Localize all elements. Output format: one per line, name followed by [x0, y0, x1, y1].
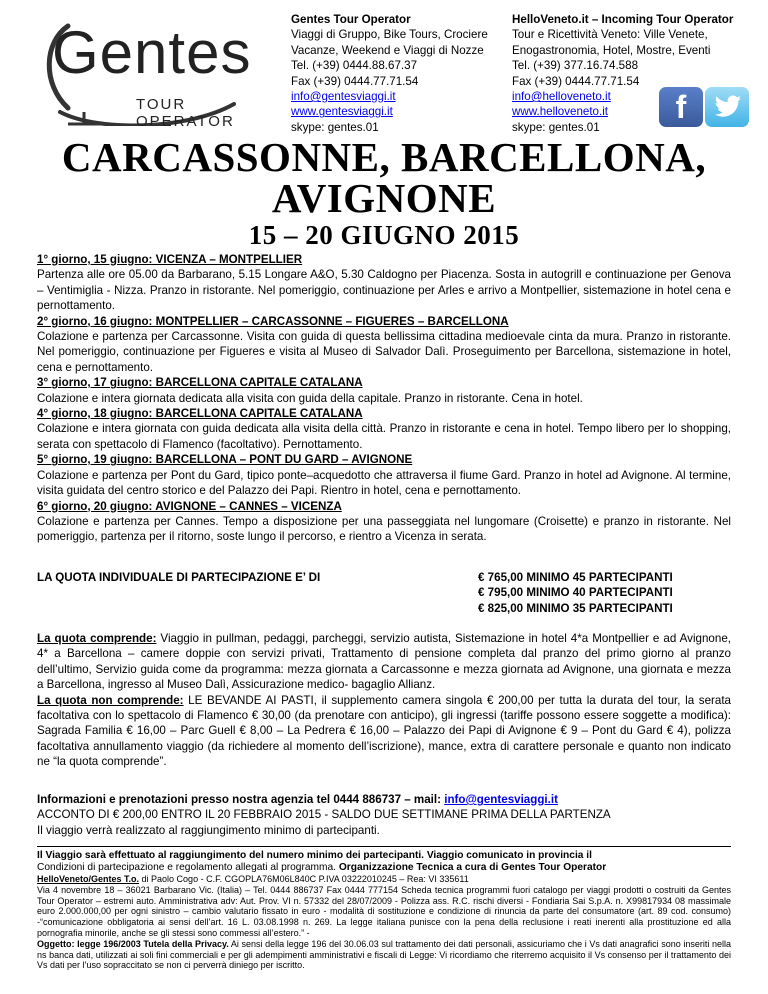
phone: Tel. (+39) 0444.88.67.37 — [291, 59, 418, 73]
price-option: € 765,00 MINIMO 45 PARTECIPANTI — [478, 571, 673, 584]
twitter-icon[interactable] — [705, 87, 749, 127]
day-text: Partenza alle ore 05.00 da Barbarano, 5.15 Longare A&O, 5.30 Caldogno per Piacenza. Sosta in autogrill e continuazione per Genova – Ventimiglia - Nizza. Pranzo in ristorante. Nel pomeriggio, continuazione per Arles e arrivo a Montpellier, sistemazione in hotel cena e pernottamento. — [37, 268, 731, 313]
day-heading: 2° giorno, 16 giugno: MONTPELLIER – CARCASSONNE – FIGUERES – BARCELLONA — [37, 314, 509, 328]
footer-privacy — [37, 939, 731, 971]
day-heading: 1° giorno, 15 giugno: VICENZA – MONTPELLIER — [37, 253, 303, 266]
facebook-icon[interactable]: f — [659, 87, 703, 127]
website-link[interactable]: www.gentesviaggi.it — [291, 105, 393, 119]
company-name: HelloVeneto.it – Incoming Tour Operator — [512, 13, 734, 26]
footer-privacy-text: Ai sensi della legge 196 del 30.06.03 sul trattamento dei dati personali, assicuriamo che i Vs dati anagrafici sono inseriti nella ns banca dati, utilizzati ai soli fini commerciali e per gli adempimenti amministrativi e fiscali di Legge: Vi ricordiamo che riterremo acquisito il Vs consenso per il trattamento dei Vs dati per l’uso sopraccitato se non ci perverrà diniego per iscritto. — [37, 938, 731, 971]
day-text: Colazione e intera giornata dedicata alla visita con guida della capitale. Pranzo in ristorante. Cena in hotel. — [37, 391, 583, 405]
email-link[interactable]: info@gentesviaggi.it — [291, 90, 396, 104]
footer-notice: Il Viaggio sarà effettuato al raggiungimento del numero minimo dei partecipanti. Viaggio comunicato in provincia il — [37, 850, 592, 861]
day-heading: 3° giorno, 17 giugno: BARCELLONA CAPITALE CATALANA — [37, 376, 363, 390]
footer-conditions — [37, 862, 731, 874]
excludes-text: LE BEVANDE AI PASTI, il supplemento camera singola € 200,00 per tutta la durata del tour, la serata facoltativa con lo spettacolo di Flamenco € 30,00 (da prenotare con anticipo), gli ingressi (tariffe possono essere soggette a modifica): Sagrada Familia € 16,00 – Parc Guell € 8,00 – La Pedrera € 16,00 – Palazzo dei Papi di Avignone € 9 – Pont du Gard € 4), polizza facoltativa annullamento viaggio (da richiedere al momento dell’iscrizione), mance, extra di carattere personale e quanto non indicato ne “la quota comprende”. — [37, 693, 731, 769]
includes-label: La quota comprende: — [37, 632, 157, 645]
company-name: Gentes Tour Operator — [291, 13, 411, 26]
day-heading: 6° giorno, 20 giugno: AVIGNONE – CANNES – VICENZA — [37, 499, 342, 513]
website-link[interactable]: www.helloveneto.it — [512, 105, 609, 119]
footer-legal-ids: di Paolo Cogo - C.F. CGOPLA76M06L840C P.IVA 03222010245 – Rea: VI 335611 — [139, 874, 469, 884]
deposit-line: ACCONTO DI € 200,00 ENTRO IL 20 FEBBRAIO 2015 - SALDO DUE SETTIMANE PRIMA DELLA PARTENZA — [37, 808, 611, 822]
fax: Fax (+39) 0444.77.71.54 — [512, 74, 640, 88]
footer-organization: Organizzazione Tecnica a cura di Gentes Tour Operator — [338, 862, 607, 873]
day-heading: 5° giorno, 19 giugno: BARCELLONA – PONT DU GARD – AVIGNONE — [37, 453, 413, 467]
footer-divider — [37, 846, 731, 847]
day-heading: 4° giorno, 18 giugno: BARCELLONA CAPITALE CATALANA — [37, 407, 363, 421]
company-desc-1: Viaggi di Gruppo, Bike Tours, Crociere — [291, 28, 488, 42]
logo-subtitle: TOUR OPERATOR — [136, 96, 235, 130]
price-label: LA QUOTA INDIVIDUALE DI PARTECIPAZIONE E’ DI — [37, 571, 321, 584]
tour-dates: 15 – 20 GIUGNO 2015 — [248, 220, 520, 250]
minimum-note: Il viaggio verrà realizzato al raggiungimento minimo di partecipanti. — [37, 823, 380, 837]
includes-paragraph — [37, 631, 731, 693]
includes-text: Viaggio in pullman, pedaggi, parcheggi, servizio autista, Sistemazione in hotel 4*a Montpellier e ad Avignone, 4* a Barcellona – camere doppie con servizi privati, Trattamento di pensione completa dal pranzo del primo giorno al pranzo dell’ultimo, Servizio guida come da programma: mezza giornata a Carcassonne e mezza giornata ad Avignone, una giornata e mezza a Barcellona, ingresso al Museo Dalì, Assicurazione medico- bagaglio Allianz. — [37, 632, 731, 692]
booking-contact-line — [37, 792, 731, 807]
footer-privacy-label: Oggetto: legge 196/2003 Tutela della Privacy. — [37, 938, 229, 949]
booking-info — [37, 792, 731, 838]
email-link[interactable]: info@helloveneto.it — [512, 90, 611, 104]
logo-word: Gentes — [52, 19, 252, 86]
phone: Tel. (+39) 377.16.74.588 — [512, 59, 639, 73]
booking-contact-text: Informazioni e prenotazioni presso nostra agenzia tel 0444 886737 – mail: — [37, 793, 445, 806]
itinerary — [37, 252, 731, 545]
legal-footer — [37, 850, 731, 971]
day-text: Colazione e partenza per Pont du Gard, tipico ponte–acquedotto che attraversa il fiume Gard. Pranzo in hotel ad Avignone. Al termine, visita guidata del centro storico e del Palazzo dei Papi. Rientro in hotel, cena e pernottamento. — [37, 468, 731, 498]
twitter-bird-icon — [712, 94, 742, 120]
day-text: Colazione e partenza per Carcassonne. Visita con guida di questa bellissima cittadina medioevale cinta da mura. Pranzo in ristorante. Nel pomeriggio, continuazione per Figueres e visita al Museo di Salvador Dalì. Proseguimento per Barcellona, sistemazione in hotel, cena e pernottamento. — [37, 330, 731, 374]
excludes-paragraph — [37, 693, 731, 770]
page-title-line-1: CARCASSONNE, BARCELLONA, — [61, 134, 707, 180]
footer-company — [37, 874, 731, 885]
social-links — [659, 87, 749, 127]
contact-block-gentes — [291, 12, 488, 135]
skype: skype: gentes.01 — [512, 120, 600, 134]
footer-conditions-text: Condizioni di partecipazione e regolamento allegati al programma. — [37, 862, 337, 873]
gentes-logo — [38, 12, 274, 130]
price-options — [478, 570, 673, 616]
fax: Fax (+39) 0444.77.71.54 — [291, 74, 419, 88]
price-option: € 795,00 MINIMO 40 PARTECIPANTI — [478, 586, 673, 600]
excludes-label: La quota non comprende: — [37, 693, 184, 707]
booking-email-link[interactable]: info@gentesviaggi.it — [444, 793, 558, 806]
skype: skype: gentes.01 — [291, 120, 379, 134]
footer-company-name: HelloVeneto/Gentes T.o. — [37, 874, 140, 884]
day-text: Colazione e partenza per Cannes. Tempo a disposizione per una passeggiata nel lungomare (Croisette) e pranzo in ristorante. Nel pomeriggio, partenza per il ritorno, soste lungo il percorso, e rientro a Vicenza in serata. — [37, 514, 731, 544]
company-desc-1: Tour e Ricettività Veneto: Ville Venete, — [512, 28, 708, 42]
day-text: Colazione e intera giornata con guida dedicata alla visita della città. Pranzo in ristorante e cena in hotel. Tempo libero per lo shopping, serata con spettacolo di Flamenco (facoltativo). Pernottamento. — [37, 422, 731, 451]
price-option: € 825,00 MINIMO 35 PARTECIPANTI — [478, 601, 673, 615]
company-desc-2: Vacanze, Weekend e Viaggi di Nozze — [291, 43, 484, 57]
conditions — [37, 631, 731, 770]
company-desc-2: Enogastronomia, Hotel, Mostre, Eventi — [512, 43, 711, 57]
footer-address: Via 4 novembre 18 – 36021 Barbarano Vic. (Italia) – Tel. 0444 886737 Fax 0444 777154 Scheda tecnica programmi fuori catalogo per viaggi prodotti o costruiti da Gentes Tour Operator – estremi auto. Amministrativa adv: Aut. Prov. VI n. 57332 del 28/07/2009 - Polizza ass. R.C. rischi diversi - Fondiaria Sai S.p.A. n. X99817934 08 massimale euro 2.000.000,00 per ogni sinistro – cambio valutario fissato in euro - modalità di sostituzione e condizione di rinuncia da parte del consumatore (art. 89 cod. consumo) -“comunicazione obbligatoria ai sensi dell’art. 16 L. 03.08.1998 n. 269. La legge italiana punisce con la pena della reclusione i reati inerenti alla prostituzione ed alla pornografia minorile, anche se gli stessi sono commessi all’estero.” - — [37, 884, 731, 938]
page-title-line-2: AVIGNONE — [271, 175, 497, 221]
